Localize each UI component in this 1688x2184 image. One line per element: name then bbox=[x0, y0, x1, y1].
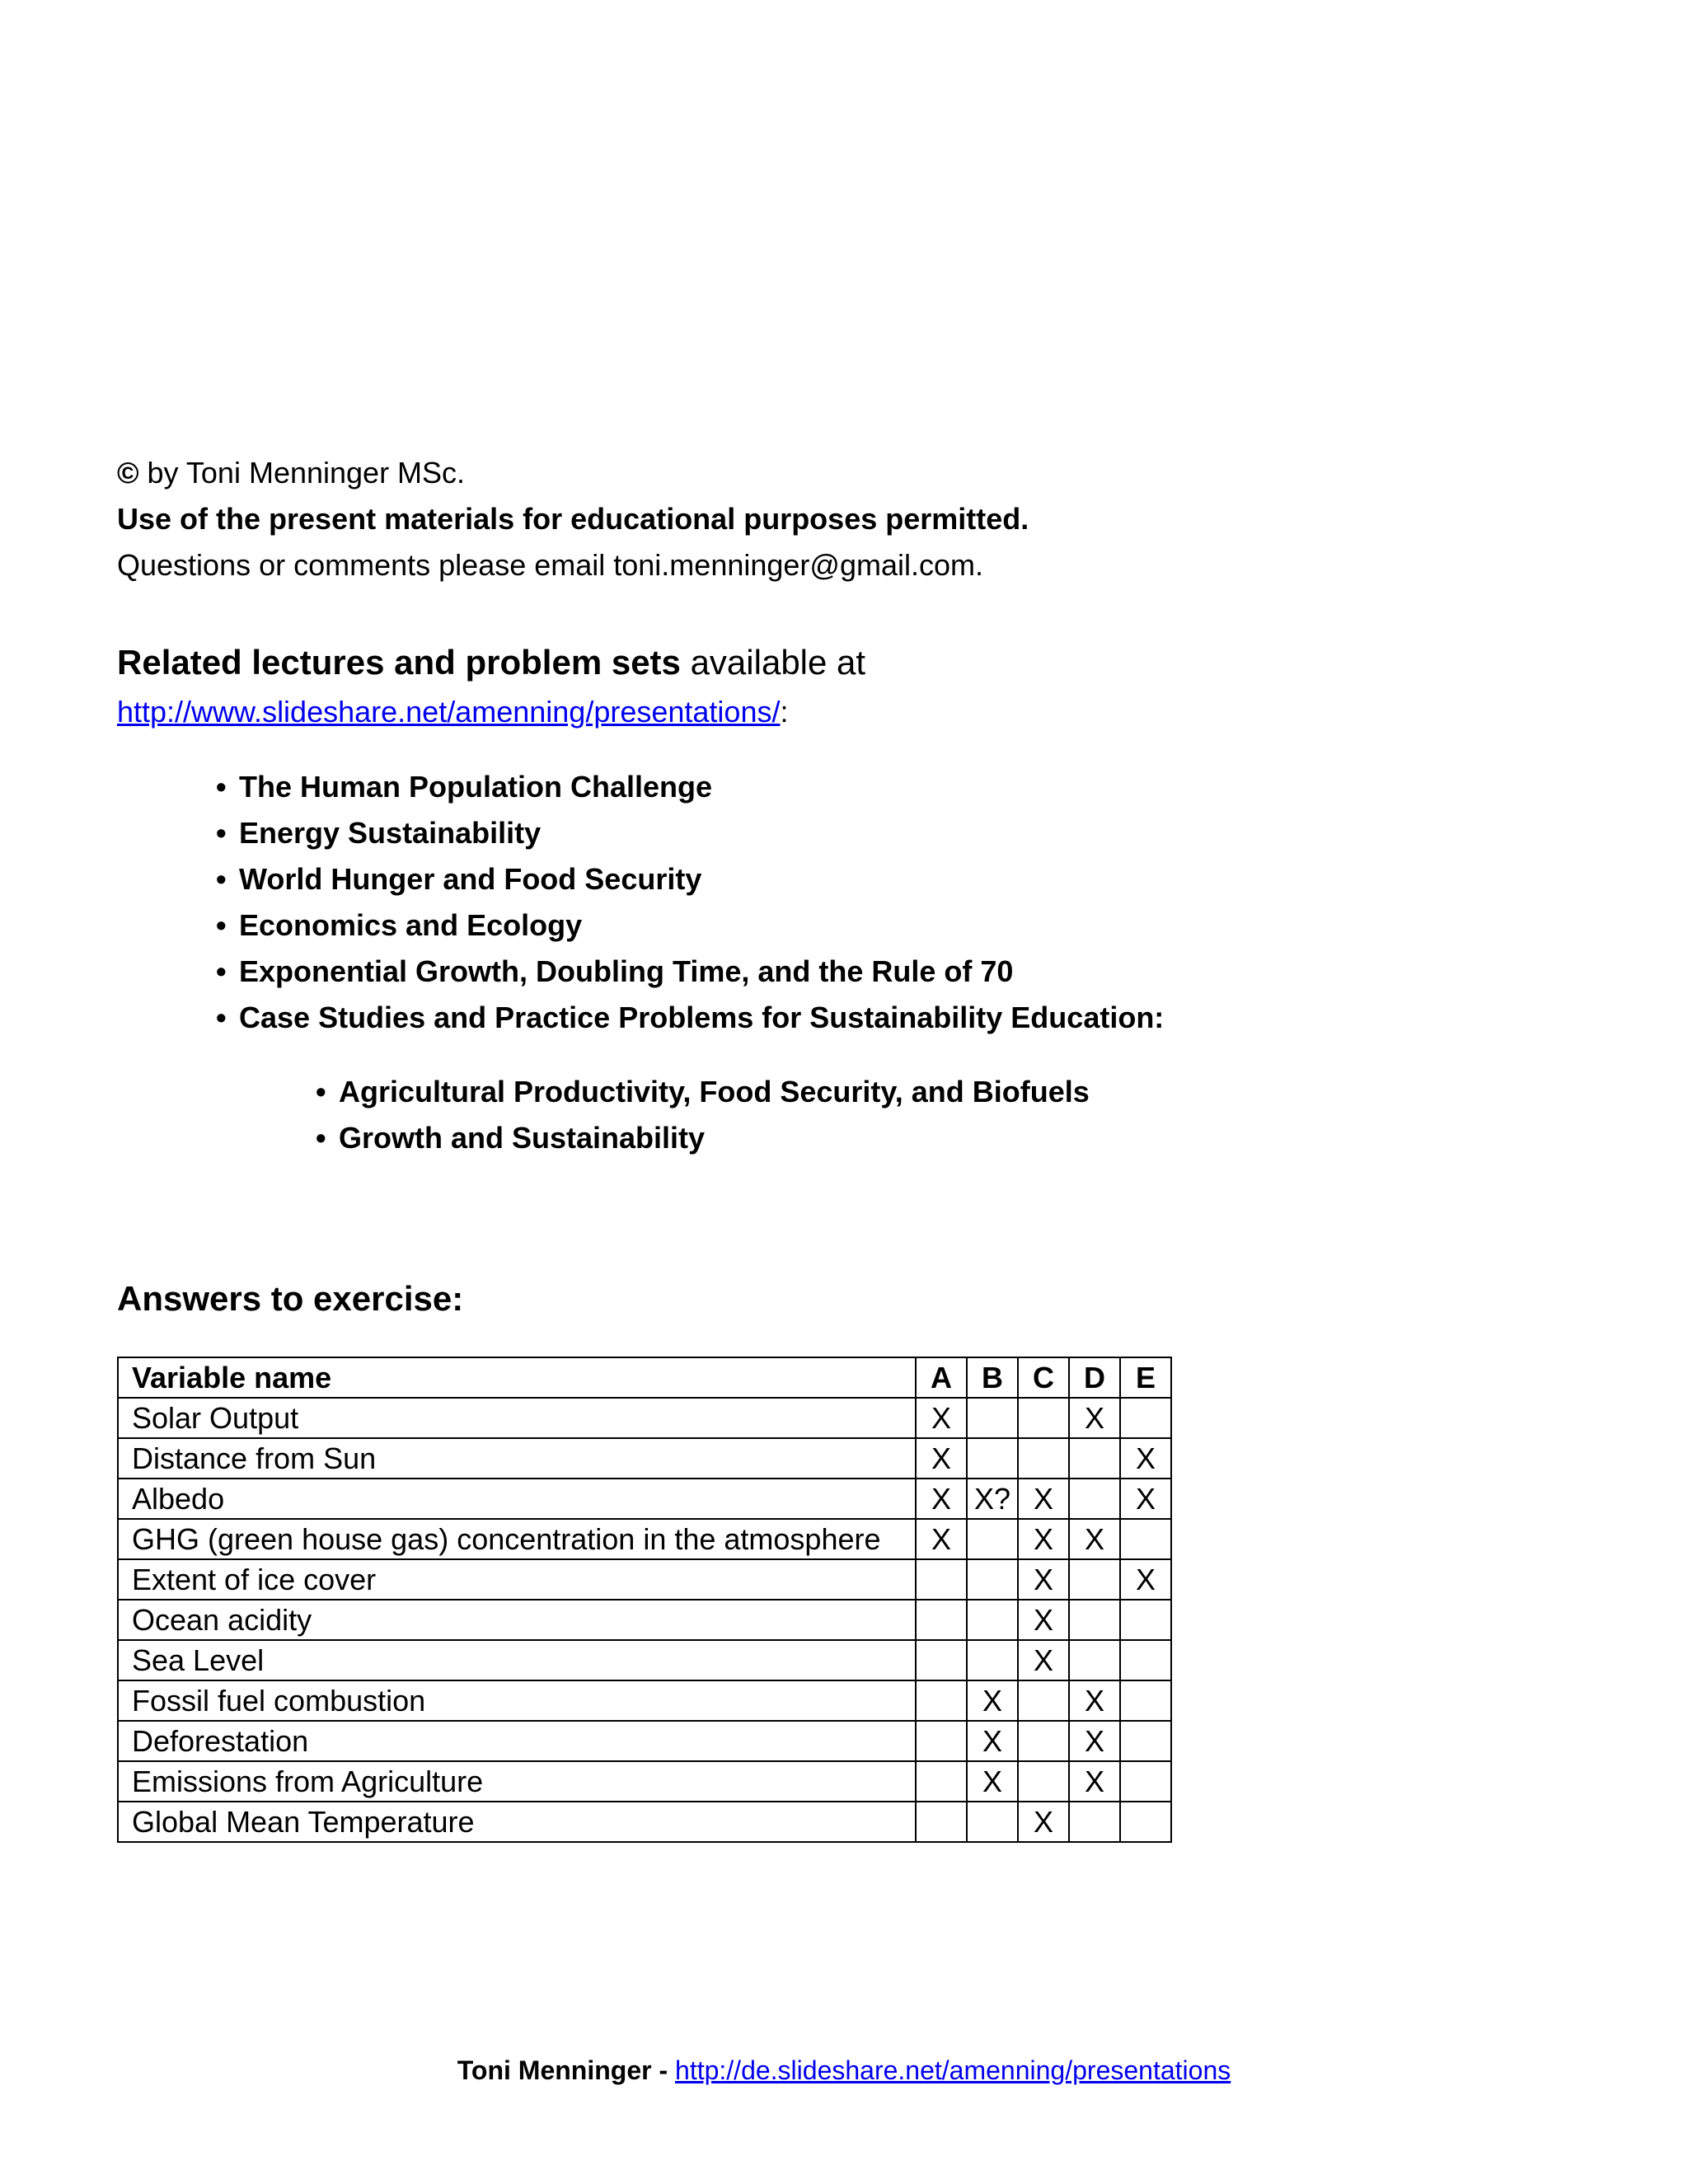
list-item: • Exponential Growth, Doubling Time, and the Rule of 70 bbox=[216, 954, 1014, 988]
answer-cell bbox=[967, 1600, 1018, 1640]
related-heading bbox=[117, 641, 865, 684]
answer-cell: X bbox=[967, 1721, 1018, 1761]
table-row bbox=[118, 1479, 1171, 1519]
variable-name-cell: Extent of ice cover bbox=[118, 1559, 916, 1600]
answer-cell: X bbox=[1018, 1600, 1069, 1640]
answer-cell bbox=[1069, 1438, 1120, 1479]
table-row bbox=[118, 1721, 1171, 1761]
answer-cell bbox=[1120, 1680, 1171, 1721]
answer-cell bbox=[967, 1398, 1018, 1438]
answer-cell: X bbox=[1018, 1640, 1069, 1680]
footer-link[interactable]: http://de.slideshare.net/amenning/presentations bbox=[675, 2055, 1231, 2085]
answer-cell bbox=[967, 1438, 1018, 1479]
answers-table-body bbox=[118, 1398, 1171, 1842]
copyright-text: by Toni Menninger MSc. bbox=[138, 456, 466, 490]
answer-cell: X bbox=[916, 1479, 967, 1519]
list-item: • Energy Sustainability bbox=[216, 816, 542, 850]
variable-name-cell: Distance from Sun bbox=[118, 1438, 916, 1479]
variable-name-cell: Sea Level bbox=[118, 1640, 916, 1680]
variable-name-cell: Global Mean Temperature bbox=[118, 1802, 916, 1842]
column-header: E bbox=[1120, 1357, 1171, 1398]
answer-cell: X bbox=[1018, 1519, 1069, 1559]
table-row bbox=[118, 1640, 1171, 1680]
answer-cell bbox=[1120, 1398, 1171, 1438]
answer-cell: X bbox=[1018, 1802, 1069, 1842]
answer-cell: X bbox=[967, 1761, 1018, 1802]
table-row bbox=[118, 1519, 1171, 1559]
answer-cell bbox=[1120, 1600, 1171, 1640]
list-item: • Economics and Ecology bbox=[216, 908, 583, 942]
answer-cell bbox=[1120, 1802, 1171, 1842]
page-footer bbox=[0, 2054, 1688, 2087]
answer-cell bbox=[1069, 1802, 1120, 1842]
permission-notice: Use of the present materials for educational purposes permitted. bbox=[117, 502, 1029, 536]
answer-cell bbox=[967, 1802, 1018, 1842]
answer-cell: X bbox=[967, 1680, 1018, 1721]
list-item: • Case Studies and Practice Problems for Sustainability Education: bbox=[216, 1001, 1165, 1034]
answer-cell bbox=[916, 1802, 967, 1842]
answer-cell bbox=[916, 1600, 967, 1640]
related-url-line bbox=[117, 694, 788, 730]
answer-cell: X bbox=[1069, 1761, 1120, 1802]
variable-name-cell: Solar Output bbox=[118, 1398, 916, 1438]
answer-cell: X bbox=[916, 1438, 967, 1479]
variable-name-cell: Emissions from Agriculture bbox=[118, 1761, 916, 1802]
answer-cell bbox=[916, 1761, 967, 1802]
answer-cell: X bbox=[1120, 1559, 1171, 1600]
answer-cell: X bbox=[1069, 1721, 1120, 1761]
answer-cell: X bbox=[1069, 1398, 1120, 1438]
table-row bbox=[118, 1802, 1171, 1842]
table-row bbox=[118, 1398, 1171, 1438]
related-heading-bold: Related lectures and problem sets bbox=[117, 643, 681, 682]
answers-table bbox=[117, 1357, 1172, 1843]
list-subitem: • Growth and Sustainability bbox=[316, 1121, 706, 1155]
answer-cell bbox=[916, 1680, 967, 1721]
answer-cell bbox=[967, 1519, 1018, 1559]
answer-cell bbox=[967, 1559, 1018, 1600]
answer-cell bbox=[1069, 1559, 1120, 1600]
column-header: Variable name bbox=[118, 1357, 916, 1398]
related-url-link[interactable]: http://www.slideshare.net/amenning/presentations/ bbox=[117, 695, 781, 729]
answer-cell bbox=[1069, 1479, 1120, 1519]
variable-name-cell: GHG (green house gas) concentration in the atmosphere bbox=[118, 1519, 916, 1559]
variable-name-cell: Ocean acidity bbox=[118, 1600, 916, 1640]
answer-cell: X bbox=[1120, 1479, 1171, 1519]
answer-cell: X bbox=[1069, 1519, 1120, 1559]
answer-cell bbox=[1120, 1640, 1171, 1680]
table-row bbox=[118, 1680, 1171, 1721]
table-row bbox=[118, 1438, 1171, 1479]
list-item: • World Hunger and Food Security bbox=[216, 862, 702, 896]
list-subitem: • Agricultural Productivity, Food Security, and Biofuels bbox=[316, 1075, 1090, 1108]
copyright-line bbox=[117, 455, 465, 491]
answer-cell: X bbox=[1120, 1438, 1171, 1479]
answer-cell bbox=[1069, 1600, 1120, 1640]
variable-name-cell: Albedo bbox=[118, 1479, 916, 1519]
answer-cell bbox=[1120, 1761, 1171, 1802]
contact-line: Questions or comments please email toni.menninger@gmail.com. bbox=[117, 548, 983, 582]
column-header: D bbox=[1069, 1357, 1120, 1398]
answer-cell: X bbox=[916, 1519, 967, 1559]
answer-cell bbox=[1018, 1761, 1069, 1802]
table-row bbox=[118, 1600, 1171, 1640]
table-row bbox=[118, 1559, 1171, 1600]
answers-heading: Answers to exercise: bbox=[117, 1279, 464, 1318]
answer-cell bbox=[1018, 1398, 1069, 1438]
answer-cell bbox=[1018, 1680, 1069, 1721]
answer-cell: X bbox=[1069, 1680, 1120, 1721]
answer-cell bbox=[1120, 1519, 1171, 1559]
column-header: C bbox=[1018, 1357, 1069, 1398]
variable-name-cell: Fossil fuel combustion bbox=[118, 1680, 916, 1721]
list-item: • The Human Population Challenge bbox=[216, 770, 713, 804]
answer-cell bbox=[967, 1640, 1018, 1680]
answer-cell bbox=[1018, 1721, 1069, 1761]
answer-cell bbox=[1018, 1438, 1069, 1479]
answer-cell: X? bbox=[967, 1479, 1018, 1519]
answer-cell bbox=[1120, 1721, 1171, 1761]
column-header: A bbox=[916, 1357, 967, 1398]
table-row bbox=[118, 1761, 1171, 1802]
table-header-row bbox=[118, 1357, 1171, 1398]
answer-cell: X bbox=[1018, 1559, 1069, 1600]
column-header: B bbox=[967, 1357, 1018, 1398]
answer-cell bbox=[916, 1559, 967, 1600]
answer-cell: X bbox=[916, 1398, 967, 1438]
footer-author: Toni Menninger - bbox=[457, 2055, 676, 2085]
answer-cell: X bbox=[1018, 1479, 1069, 1519]
variable-name-cell: Deforestation bbox=[118, 1721, 916, 1761]
answer-cell bbox=[916, 1721, 967, 1761]
answer-cell bbox=[1069, 1640, 1120, 1680]
related-url-suffix: : bbox=[780, 695, 789, 729]
answer-cell bbox=[916, 1640, 967, 1680]
copyright-symbol: © bbox=[117, 456, 139, 490]
related-heading-rest: available at bbox=[680, 643, 866, 682]
